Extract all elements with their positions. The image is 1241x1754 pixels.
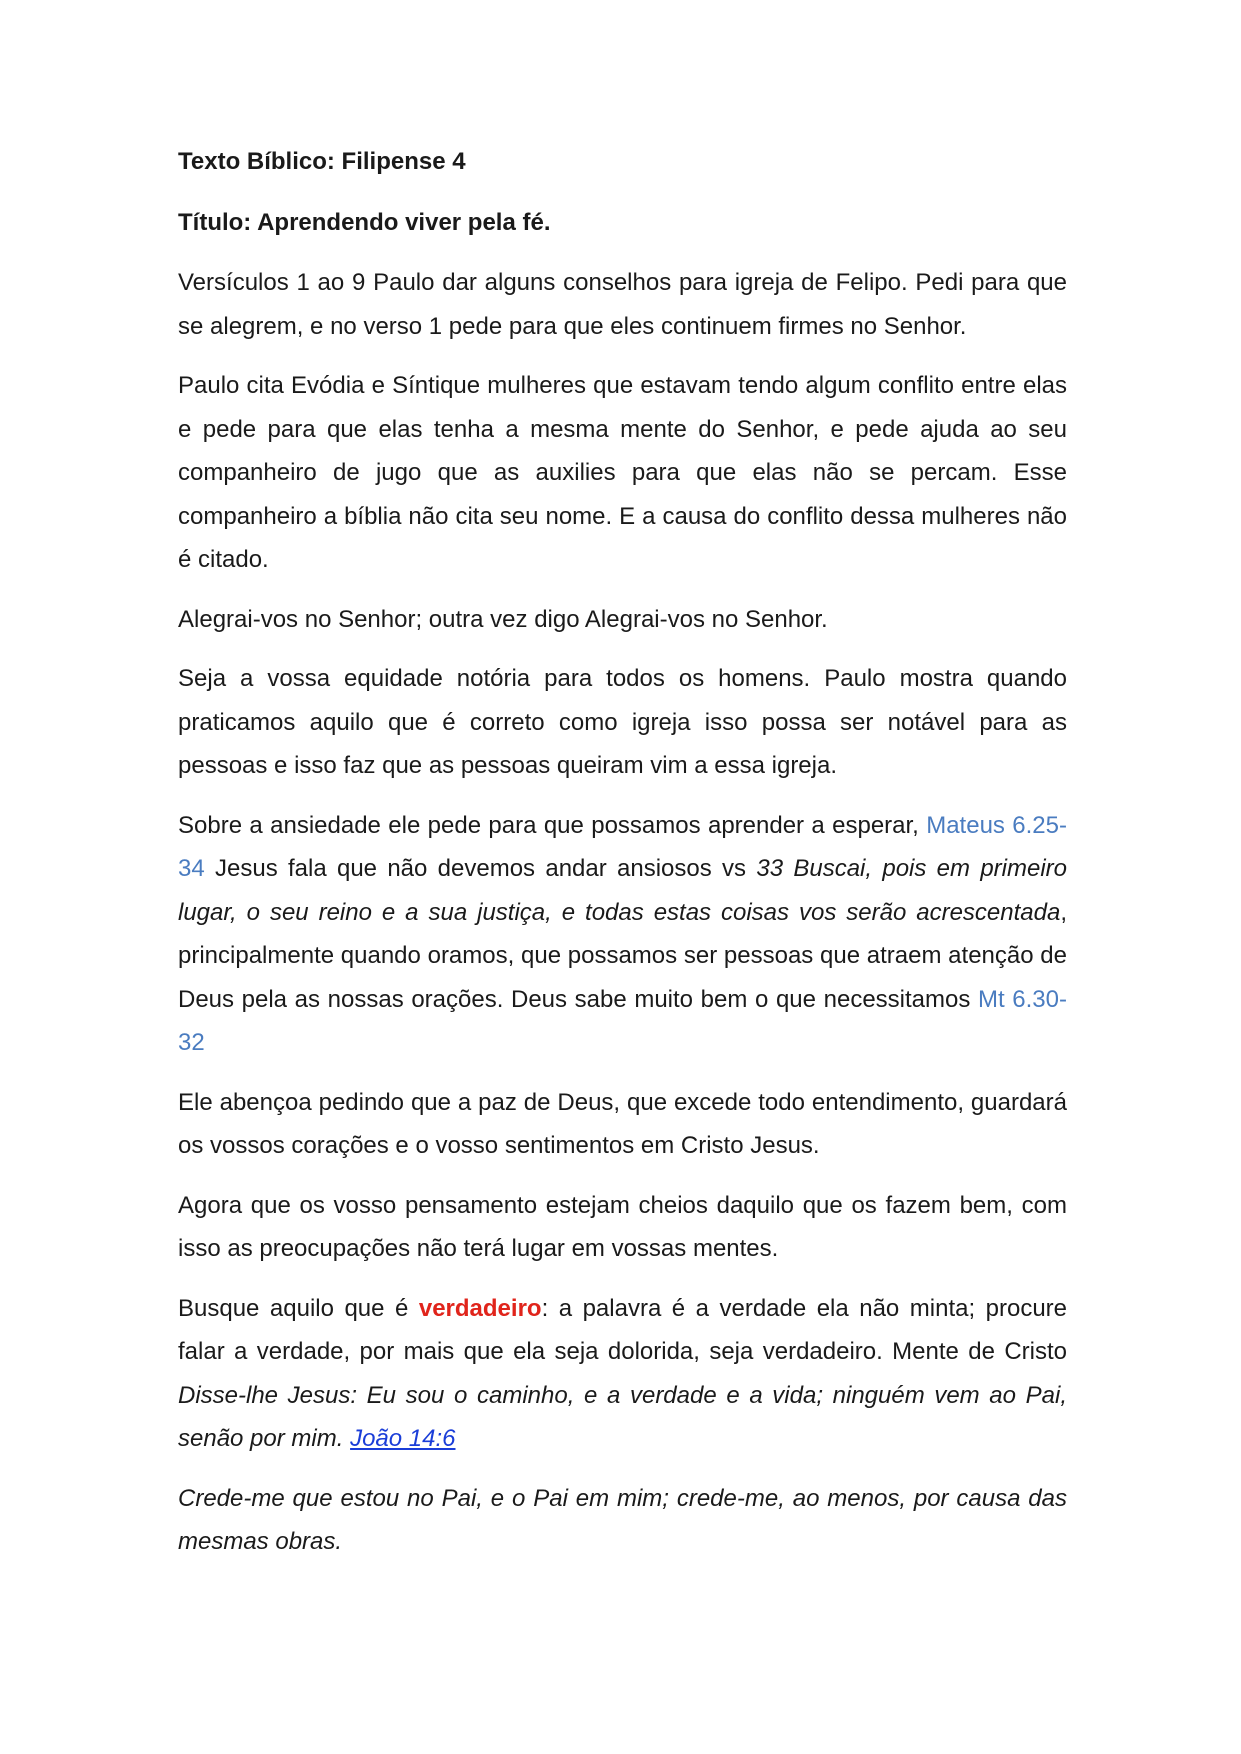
paragraph-equity: Seja a vossa equidade notória para todos os homens. Paulo mostra quando praticamos aquilo que é correto como igreja isso possa ser notável para as pessoas e isso faz que as pessoas queiram vim a essa igreja. xyxy=(178,665,1067,779)
truth-text-1: Busque aquilo que é xyxy=(178,1294,419,1322)
reference-mt-6-30-32[interactable]: Mt 6.30-32 xyxy=(178,985,1067,1056)
paragraph-verses-1-9: Versículos 1 ao 9 Paulo dar alguns conselhos para igreja de Felipo. Pedi para que se alegrem, e no verso 1 pede para que eles continuem firmes no Senhor. xyxy=(178,269,1067,340)
paragraph-peace: Ele abençoa pedindo que a paz de Deus, que excede todo entendimento, guardará os vossos corações e o vosso sentimentos em Cristo Jesus. xyxy=(178,1088,1067,1159)
paragraph-thoughts: Agora que os vosso pensamento estejam cheios daquilo que os fazem bem, com isso as preocupações não terá lugar em vossas mentes. xyxy=(178,1191,1067,1262)
document-page xyxy=(178,140,1067,1580)
anxiety-text-1: Sobre a ansiedade ele pede para que possamos aprender a esperar, xyxy=(178,811,927,839)
paragraph-rejoice: Alegrai-vos no Senhor; outra vez digo Alegrai-vos no Senhor. xyxy=(178,605,828,633)
scripture-heading: Texto Bíblico: Filipense 4 xyxy=(178,148,466,175)
quote-believe: Crede-me que estou no Pai, e o Pai em mim; crede-me, ao menos, por causa das mesmas obras. xyxy=(178,1484,1067,1555)
paragraph-anxiety xyxy=(178,804,1067,1065)
truth-text-2: : a palavra é a verdade ela não minta; procure falar a verdade, por mais que ela seja dolorida, seja verdadeiro. Mente de Cristo xyxy=(178,1294,1068,1365)
reference-mateus-6-25-34[interactable]: Mateus 6.25-34 xyxy=(178,811,1067,882)
paragraph-truth xyxy=(178,1287,1067,1461)
link-joao-14-6[interactable]: João 14:6 xyxy=(350,1425,456,1452)
quote-john-14-6: Disse-lhe Jesus: Eu sou o caminho, e a verdade e a vida; ninguém vem ao Pai, senão por mim. xyxy=(178,1381,1067,1452)
paragraph-evodia-sintique: Paulo cita Evódia e Síntique mulheres que estavam tendo algum conflito entre elas e pede para que elas tenha a mesma mente do Senhor, e pede ajuda ao seu companheiro de jugo que as auxilies para que elas não se percam. Esse companheiro a bíblia não cita seu nome. E a causa do conflito dessa mulheres não é citado. xyxy=(178,372,1067,573)
quote-verse-33: 33 Buscai, pois em primeiro lugar, o seu reino e a sua justiça, e todas estas coisas vos serão acrescentada xyxy=(178,855,1067,926)
highlight-verdadeiro: verdadeiro xyxy=(418,1294,542,1322)
anxiety-text-3: , principalmente quando oramos, que possamos ser pessoas que atraem atenção de Deus pela as nossas orações. Deus sabe muito bem o que necessitamos xyxy=(178,898,1067,1013)
paragraph-believe xyxy=(178,1477,1067,1564)
anxiety-text-2: Jesus fala que não devemos andar ansiosos vs xyxy=(204,855,757,882)
sermon-title: Título: Aprendendo viver pela fé. xyxy=(178,208,551,236)
